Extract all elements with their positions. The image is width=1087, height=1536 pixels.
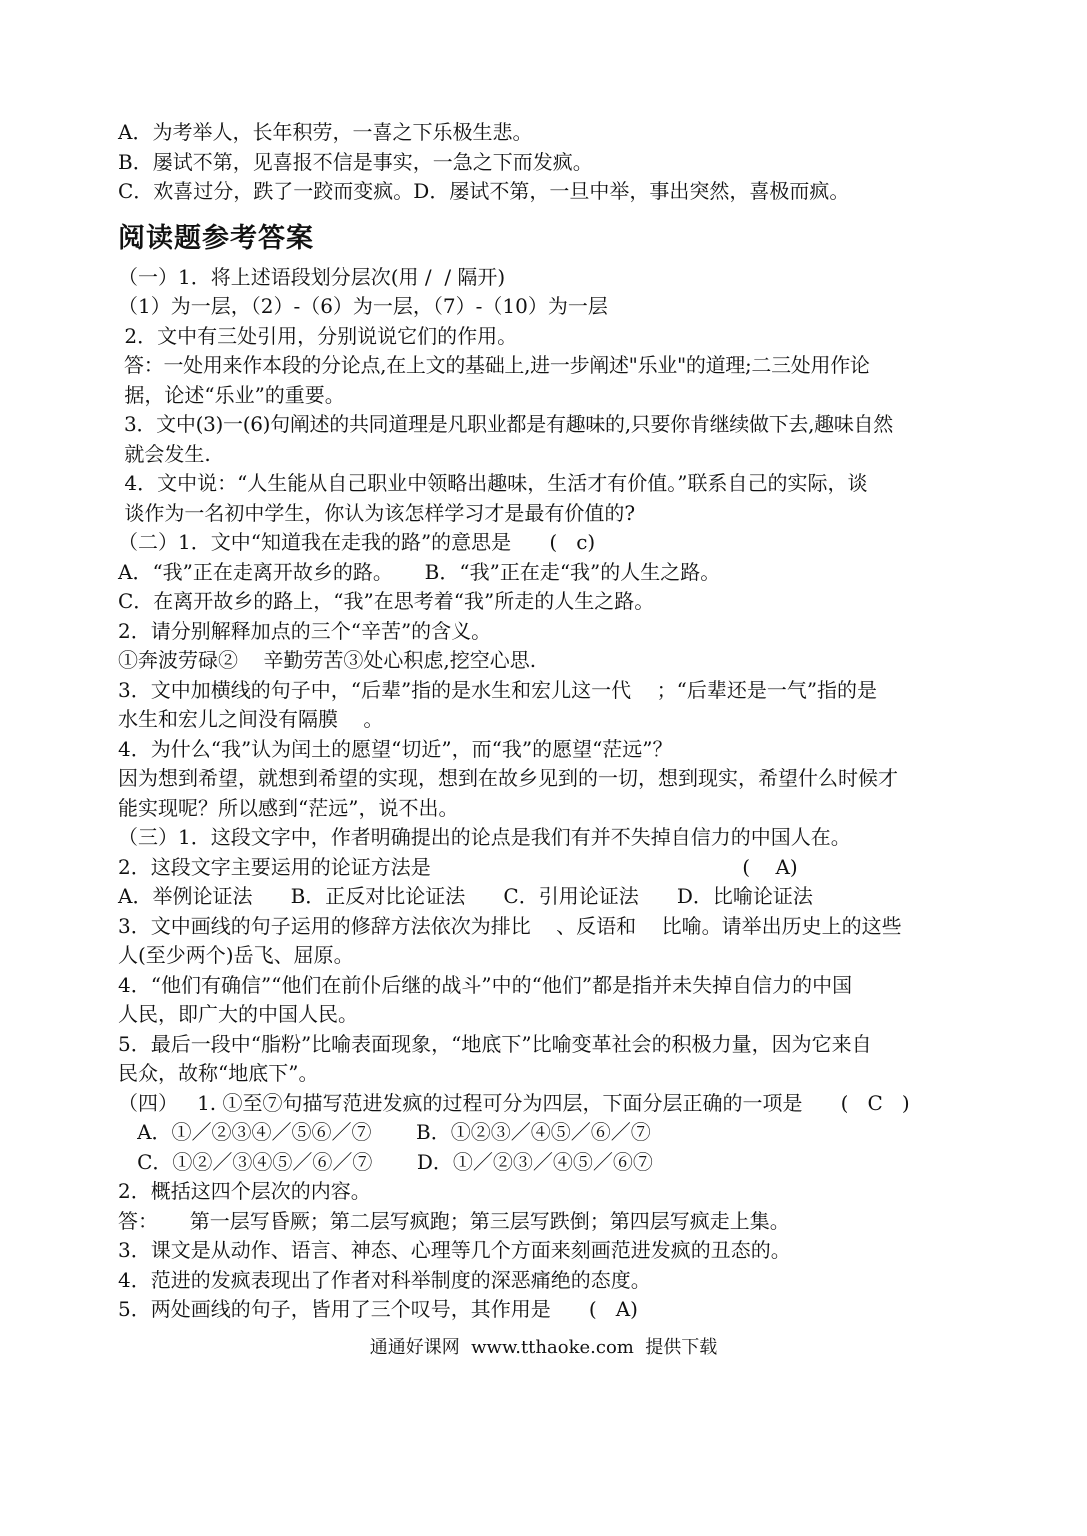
answer-line: 人民，即广大的中国人民。 xyxy=(118,1002,358,1026)
answer-line: （1）为一层，（2）-（6）为一层，（7）-（10）为一层 xyxy=(118,294,608,318)
answer-line: （三）1．这段文字中，作者明确提出的论点是我们有并不失掉自信力的中国人在。 xyxy=(118,825,851,849)
answer-line: 2．请分别解释加点的三个“辛苦”的含义。 xyxy=(118,618,492,643)
option-a: A．为考举人，长年积劳，一喜之下乐极生悲。 xyxy=(118,120,533,144)
answer-line: A．举例论证法 B．正反对比论证法 C．引用论证法 D．比喻论证法 xyxy=(118,884,813,908)
answer-line: 4．为什么“我”认为闰土的愿望“切近”，而“我”的愿望“茫远”？ xyxy=(118,736,673,761)
answer-line: C．在离开故乡的路上，“我”在思考着“我”所走的人生之路。 xyxy=(118,589,655,613)
answer-line: 因为想到希望，就想到希望的实现，想到在故乡见到的一切，想到现实，希望什么时候才 xyxy=(118,766,898,790)
answer-line: C．①②／③④⑤／⑥／⑦ D．①／②③／④⑤／⑥⑦ xyxy=(118,1149,653,1174)
page-footer: 通通好课网 www.tthaoke.com 提供下载 xyxy=(369,1337,718,1358)
answer-line: 2．文中有三处引用，分别说说它们的作用。 xyxy=(118,323,518,348)
top-options xyxy=(118,118,973,207)
answer-line: ①奔波劳碌② 辛勤劳苦③处心积虑,挖空心思. xyxy=(118,648,537,672)
answer-line: （四） 1. ①至⑦句描写范进发疯的过程可分为四层，下面分层正确的一项是 ( C ) xyxy=(118,1090,910,1115)
answer-line: 3．文中(3)一(6)句阐述的共同道理是凡职业都是有趣味的,只要你肯继续做下去,趣味自然 xyxy=(118,412,893,436)
answer-line: （二）1．文中“知道我在走我的路”的意思是 ( c) xyxy=(118,530,596,554)
answer-line: 4．文中说：“人生能从自己职业中领略出趣味，生活才有价值。”联系自己的实际，谈 xyxy=(118,471,868,495)
answer-line: （一）1．将上述语段划分层次(用 / / 隔开) xyxy=(118,264,506,289)
answer-line: 水生和宏儿之间没有隔膜 。 xyxy=(118,707,384,731)
answer-line: 3．文中加横线的句子中，“后辈”指的是水生和宏儿这一代 ；“后辈还是一气”指的是 xyxy=(118,677,878,702)
option-b: B．屡试不第，见喜报不信是事实，一急之下而发疯。 xyxy=(118,149,593,174)
answer-line: 5．两处画线的句子，皆用了三个叹号，其作用是 ( A) xyxy=(118,1297,638,1321)
answer-line: 谈作为一名初中学生，你认为该怎样学习才是最有价值的? xyxy=(118,500,636,525)
answer-line: A．“我”正在走离开故乡的路。 B．“我”正在走“我”的人生之路。 xyxy=(118,559,721,584)
answer-line: 能实现呢？所以感到“茫远”，说不出。 xyxy=(118,795,459,820)
answer-line: A．①／②③④／⑤⑥／⑦ B．①②③／④⑤／⑥／⑦ xyxy=(118,1120,651,1144)
answer-line: 4．范进的发疯表现出了作者对科举制度的深恶痛绝的态度。 xyxy=(118,1267,651,1292)
answer-line: 就会发生. xyxy=(118,441,211,466)
answer-line: 答： 第一层写昏厥；第二层写疯跑；第三层写跌倒；第四层写疯走上集。 xyxy=(118,1208,790,1233)
answer-body xyxy=(118,263,973,1325)
answer-line: 人(至少两个)岳飞、屈原。 xyxy=(118,943,354,967)
answer-line: 3．文中画线的句子运用的修辞方法依次为排比 、反语和 比喻。请举出历史上的这些 xyxy=(118,913,902,938)
answer-line: 据，论述“乐业”的重要。 xyxy=(118,382,345,407)
answer-line: 4．“他们有确信”“他们在前仆后继的战斗”中的“他们”都是指并未失掉自信力的中国 xyxy=(118,972,853,997)
section-heading: 阅读题参考答案 xyxy=(118,222,314,254)
answer-line: 3．课文是从动作、语言、神态、心理等几个方面来刻画范进发疯的丑态的。 xyxy=(118,1238,791,1262)
answer-line: 民众，故称“地底下”。 xyxy=(118,1061,319,1085)
answer-line: 2．概括这四个层次的内容。 xyxy=(118,1179,371,1203)
option-c-d: C．欢喜过分，跌了一跤而变疯。D．屡试不第，一旦中举，事出突然，喜极而疯。 xyxy=(118,179,850,203)
answer-line: 2．这段文字主要运用的论证方法是 ( A) xyxy=(118,854,798,879)
answer-line: 5．最后一段中“脂粉”比喻表面现象，“地底下”比喻变革社会的积极力量，因为它来自 xyxy=(118,1031,872,1056)
document-page xyxy=(118,118,973,1325)
answer-line: 答：一处用来作本段的分论点,在上文的基础上,进一步阐述"乐业"的道理;二三处用作论 xyxy=(118,353,870,377)
